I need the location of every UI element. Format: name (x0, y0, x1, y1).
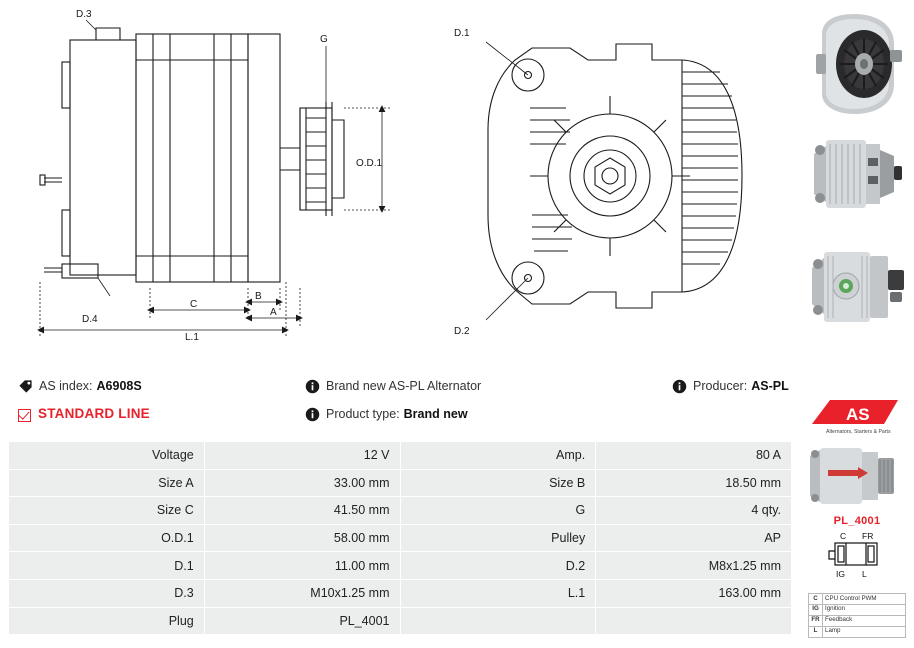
legend-pin: C (809, 594, 823, 605)
legend-desc: Lamp (823, 626, 906, 637)
alternator-photo-pulley[interactable] (802, 440, 912, 512)
spec-value: 33.00 mm (204, 469, 400, 497)
info-icon (305, 407, 320, 422)
as-pl-logo (802, 396, 912, 436)
spec-key: Amp. (400, 442, 596, 470)
dim-label-c: C (190, 299, 198, 310)
dim-label-l1: L.1 (185, 332, 199, 343)
legend-row (809, 626, 906, 637)
spec-key: Size C (9, 497, 205, 525)
dim-label-d2: D.2 (454, 326, 470, 337)
spec-value: 4 qty. (596, 497, 792, 525)
producer-row (672, 378, 789, 393)
plug-pin-fr: FR (862, 531, 874, 541)
producer-value: AS-PL (751, 378, 789, 393)
check-icon (18, 409, 31, 422)
spec-key: D.1 (9, 552, 205, 580)
legend-pin: L (809, 626, 823, 637)
spec-key: Voltage (9, 442, 205, 470)
spec-key: O.D.1 (9, 524, 205, 552)
plug-legend-table (808, 593, 906, 638)
dim-label-b: B (255, 291, 262, 302)
table-row (9, 607, 792, 635)
spec-key: D.3 (9, 579, 205, 607)
technical-drawings (0, 0, 800, 362)
spec-value: 18.50 mm (596, 469, 792, 497)
legend-desc: Ignition (823, 604, 906, 615)
spec-value: M8x1.25 mm (596, 552, 792, 580)
spec-value: AP (596, 524, 792, 552)
brand-new-row (305, 378, 481, 393)
standard-line-label: STANDARD LINE (38, 406, 150, 421)
plug-pin-ig: IG (836, 569, 845, 579)
dim-label-d4: D.4 (82, 314, 98, 325)
dim-label-a: A (270, 307, 277, 318)
product-type-value: Brand new (403, 406, 468, 421)
plug-pin-l: L (862, 569, 867, 579)
standard-line-row (18, 406, 150, 421)
tag-icon (18, 379, 33, 394)
svg-text:AS: AS (846, 405, 870, 424)
plug-title: PL_4001 (833, 515, 881, 527)
spec-key: D.2 (400, 552, 596, 580)
spec-key: G (400, 497, 596, 525)
plug-pinout-icon (800, 529, 914, 589)
spec-value: 163.00 mm (596, 579, 792, 607)
alternator-side-view-drawing (0, 0, 420, 362)
spec-value: 80 A (596, 442, 792, 470)
spec-value: M10x1.25 mm (204, 579, 400, 607)
spec-value: PL_4001 (204, 607, 400, 635)
spec-key: Size B (400, 469, 596, 497)
legend-desc: CPU Control PWM (823, 594, 906, 605)
product-photo-column (800, 0, 914, 648)
legend-desc: Feedback (823, 615, 906, 626)
spec-value (596, 607, 792, 635)
alternator-photo-side[interactable] (802, 124, 912, 224)
table-row (9, 579, 792, 607)
spec-key: Plug (9, 607, 205, 635)
brand-new-label: Brand new AS-PL Alternator (326, 378, 482, 393)
spec-key: Size A (9, 469, 205, 497)
dim-label-od1: O.D.1 (356, 158, 383, 169)
legend-pin: FR (809, 615, 823, 626)
product-type-label: Product type: (326, 406, 400, 421)
alternator-photo-front[interactable] (802, 10, 912, 118)
spec-value: 12 V (204, 442, 400, 470)
dim-label-g: G (320, 34, 328, 45)
spec-value: 41.50 mm (204, 497, 400, 525)
legend-row (809, 594, 906, 605)
alternator-front-view-drawing (420, 0, 800, 362)
producer-label: Producer: (693, 378, 748, 393)
legend-row (809, 604, 906, 615)
spec-value: 58.00 mm (204, 524, 400, 552)
plug-pin-c: C (840, 531, 847, 541)
table-row (9, 442, 792, 470)
alternator-photo-rear[interactable] (802, 234, 912, 338)
info-icon (672, 379, 687, 394)
spec-value: 11.00 mm (204, 552, 400, 580)
dim-label-d1: D.1 (454, 28, 470, 39)
specification-table (8, 441, 792, 635)
product-info-block (0, 368, 800, 434)
spec-key (400, 607, 596, 635)
spec-key: L.1 (400, 579, 596, 607)
spec-key: Pulley (400, 524, 596, 552)
table-row (9, 552, 792, 580)
as-index-value: A6908S (96, 378, 142, 393)
svg-text:Alternators, Starters & Parts: Alternators, Starters & Parts (826, 429, 891, 435)
as-index-row (18, 378, 142, 393)
plug-diagram (800, 515, 914, 638)
info-icon (305, 379, 320, 394)
as-index-label: AS index: (39, 378, 93, 393)
legend-row (809, 615, 906, 626)
dim-label-d3: D.3 (76, 9, 92, 20)
table-row (9, 469, 792, 497)
product-type-row (305, 406, 468, 421)
table-row (9, 497, 792, 525)
legend-pin: IG (809, 604, 823, 615)
table-row (9, 524, 792, 552)
